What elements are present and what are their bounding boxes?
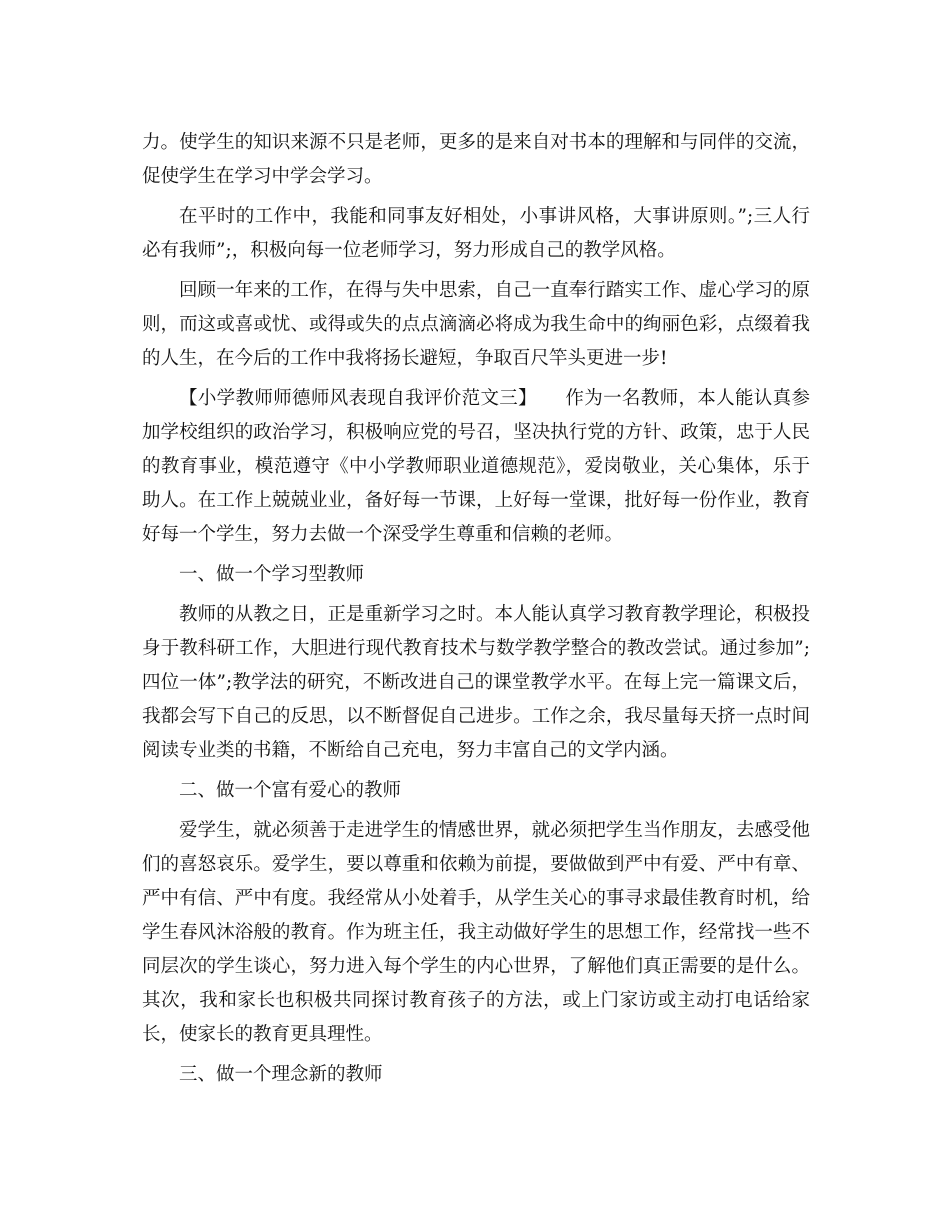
paragraph-4: 【小学教师师德师风表现自我评价范文三】 作为一名教师，本人能认真参加学校组织的政治学习，积极响应党的号召，坚决执行党的方针、政策，忠于人民的教育事业，模范遵守《中小学教师职业道德规范》，爱岗敬业，关心集体，乐于助人。在工作上兢兢业业，备好每一节课，上好每一堂课，批好每一份作业，教育好每一个学生，努力去做一个深受学生尊重和信赖的老师。 bbox=[142, 388, 810, 545]
section-heading-3: 三、做一个理念新的教师 bbox=[179, 1064, 383, 1085]
paragraph-1: 力。使学生的知识来源不只是老师，更多的是来自对书本的理解和与同伴的交流，促使学生在学习中学会学习。 bbox=[142, 132, 810, 187]
paragraph-5: 教师的从教之日，正是重新学习之时。本人能认真学习教育教学理论，积极投身于教科研工作，大胆进行现代教育技术与数学教学整合的教改尝试。通过参加”;四位一体”;教学法的研究，不断改进自己的课堂教学水平。在每上完一篇课文后，我都会写下自己的反思，以不断督促自己进步。工作之余，我尽量每天挤一点时间阅读专业类的书籍，不断给自己充电，努力丰富自己的文学内涵。 bbox=[142, 604, 810, 761]
paragraph-2: 在平时的工作中，我能和同事友好相处，小事讲风格，大事讲原则。”;三人行必有我师”;，积极向每一位老师学习，努力形成自己的教学风格。 bbox=[142, 206, 810, 261]
section-heading-1: 一、做一个学习型教师 bbox=[179, 564, 365, 585]
paragraph-3: 回顾一年来的工作，在得与失中思索，自己一直奉行踏实工作、虚心学习的原则，而这或喜或忧、或得或失的点点滴滴必将成为我生命中的绚丽色彩，点缀着我的人生，在今后的工作中我将扬长避短，争取百尺竿头更进一步! bbox=[142, 280, 810, 369]
document-body bbox=[142, 126, 810, 1098]
section-heading-2: 二、做一个富有爱心的教师 bbox=[179, 780, 402, 801]
paragraph-6: 爱学生，就必须善于走进学生的情感世界，就必须把学生当作朋友，去感受他们的喜怒哀乐。爱学生，要以尊重和依赖为前提，要做做到严中有爱、严中有章、严中有信、严中有度。我经常从小处着手，从学生关心的事寻求最佳教育时机，给学生春风沐浴般的教育。作为班主任，我主动做好学生的思想工作，经常找一些不同层次的学生谈心，努力进入每个学生的内心世界，了解他们真正需要的是什么。其次，我和家长也积极共同探讨教育孩子的方法，或上门家访或主动打电话给家长，使家长的教育更具理性。 bbox=[142, 820, 810, 1045]
